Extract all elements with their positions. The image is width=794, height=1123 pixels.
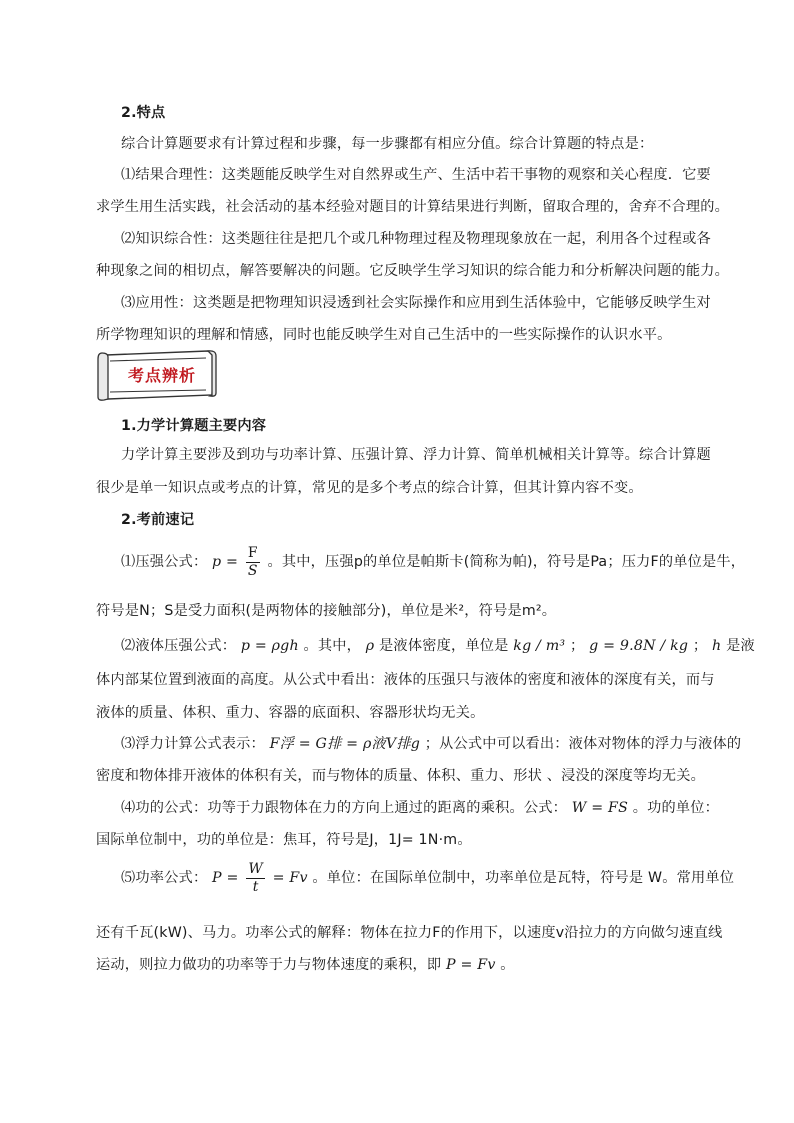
formula-pressure-lhs: p = [212,554,239,570]
feature-1-line-1: ⑴结果合理性：这类题能反映学生对自然界或生产、生活中若干事物的观察和关心程度．它要 [121,167,711,183]
heading-mechanics-content: 1.力学计算题主要内容 [121,418,267,434]
feature-2-line-1: ⑵知识综合性：这类题往往是把几个或几种物理过程及物理现象放在一起，利用各个过程或各 [121,231,711,247]
formula-liquid-tail: 是液 [726,638,755,654]
formula-power-line-3-expr: P = Fv [446,957,496,973]
fraction-numerator: F [247,544,258,561]
formula-buoyancy-desc: ；从公式中可以看出：液体对物体的浮力与液体的 [424,736,742,752]
feature-1-line-2: 求学生用生活实践，社会活动的基本经验对题目的计算结果进行判断，留取合理的，舍弃不合理的。 [96,199,730,215]
section-banner-scroll [96,349,218,401]
mechanics-para-line-1: 力学计算主要涉及到功与功率计算、压强计算、浮力计算、简单机械相关计算等。综合计算题 [121,447,711,463]
feature-2-line-2: 种现象之间的相切点，解答要解决的问题。它反映学生学习知识的综合能力和分析解决问题的能力。 [96,263,730,279]
formula-pressure-label: ⑴压强公式： [121,554,208,570]
formula-work-tail: 。功的单位： [632,800,720,816]
formula-liquid-pressure-line-1 [121,636,755,656]
formula-liquid-label: ⑵液体压强公式： [121,638,237,654]
section-heading-features: 2.特点 [121,105,166,121]
formula-liquid-line-2: 体内部某位置到液面的高度。从公式中看出：液体的压强只与液体的密度和液体的深度有关，而与 [96,672,715,688]
formula-power-desc: 。单位：在国际单位制中，功率单位是瓦特，符号是 W。常用单位 [312,870,735,886]
fraction-numerator: W [248,860,263,877]
fraction-denominator: t [252,878,259,895]
formula-buoyancy-label: ⑶浮力计算公式表示： [121,736,265,752]
formula-liquid-line-3: 液体的质量、体积、重力、容器的底面积、容器形状均无关。 [96,705,485,721]
formula-liquid-text-a: 。其中， [303,638,362,654]
formula-work-expr: W = FS [571,800,628,816]
feature-3-line-2: 所学物理知识的理解和情感，同时也能反映学生对自己生活中的一些实际操作的认识水平。 [96,327,672,343]
formula-pressure-fraction [246,545,260,580]
fraction-denominator: S [247,562,258,579]
mechanics-para-line-2: 很少是单一知识点或考点的计算，常见的是多个考点的综合计算，但其计算内容不变。 [96,480,643,496]
heading-quick-memory: 2.考前速记 [121,512,195,528]
formula-power-line-3 [96,955,515,975]
formula-liquid-h: h [712,638,722,654]
formula-power-line-3-text: 运动，则拉力做功的功率等于力与物体速度的乘积，即 [96,957,442,973]
formula-buoyancy-line-2: 密度和物体排开液体的体积有关，而与物体的质量、体积、重力、形状 、浸没的深度等均无关。 [96,768,705,784]
formula-liquid-text-b: 是液体密度，单位是 [379,638,509,654]
formula-liquid-rho: ρ [365,638,375,654]
formula-power-fraction [246,861,265,896]
formula-liquid-unit: kg / m³ [513,638,566,654]
formula-buoyancy-line-1 [121,734,741,754]
features-intro: 综合计算题要求有计算过程和步骤，每一步骤都有相应分值。综合计算题的特点是： [121,136,654,152]
formula-power-label: ⑸功率公式： [121,870,208,886]
formula-work-line-1 [121,798,719,818]
formula-liquid-sep2: ； [692,638,708,654]
formula-power-line-1 [121,858,734,898]
formula-work-label: ⑷功的公式：功等于力跟物体在力的方向上通过的距离的乘积。公式： [121,800,568,816]
formula-liquid-sep: ； [570,638,585,654]
formula-buoyancy-expr: F浮 = G排 = ρ液V排g [269,736,421,752]
formula-liquid-expr: p = ρgh [240,638,299,654]
formula-pressure-desc: 。其中，压强p的单位是帕斯卡(简称为帕)，符号是Pa；压力F的单位是牛， [267,554,746,570]
formula-work-line-2: 国际单位制中，功的单位是：焦耳，符号是J，1J= 1N·m。 [96,832,472,848]
feature-3-line-1: ⑶应用性：这类题是把物理知识浸透到社会实际操作和应用到生活体验中，它能够反映学生对 [121,295,711,311]
formula-power-rhs: = Fv [272,870,308,886]
formula-power-line-3-end: 。 [500,957,515,973]
formula-power-lhs: P = [212,870,239,886]
formula-liquid-g: g = 9.8N / kg [589,638,689,654]
banner-title: 考点辨析 [127,366,196,385]
formula-pressure-line-2: 符号是N；S是受力面积(是两物体的接触部分)，单位是米²，符号是m²。 [96,603,557,619]
formula-pressure-line-1 [121,544,745,580]
formula-power-line-2: 还有千瓦(kW)、马力。功率公式的解释：物体在拉力F的作用下，以速度v沿拉力的方向做匀速直线 [96,925,723,941]
